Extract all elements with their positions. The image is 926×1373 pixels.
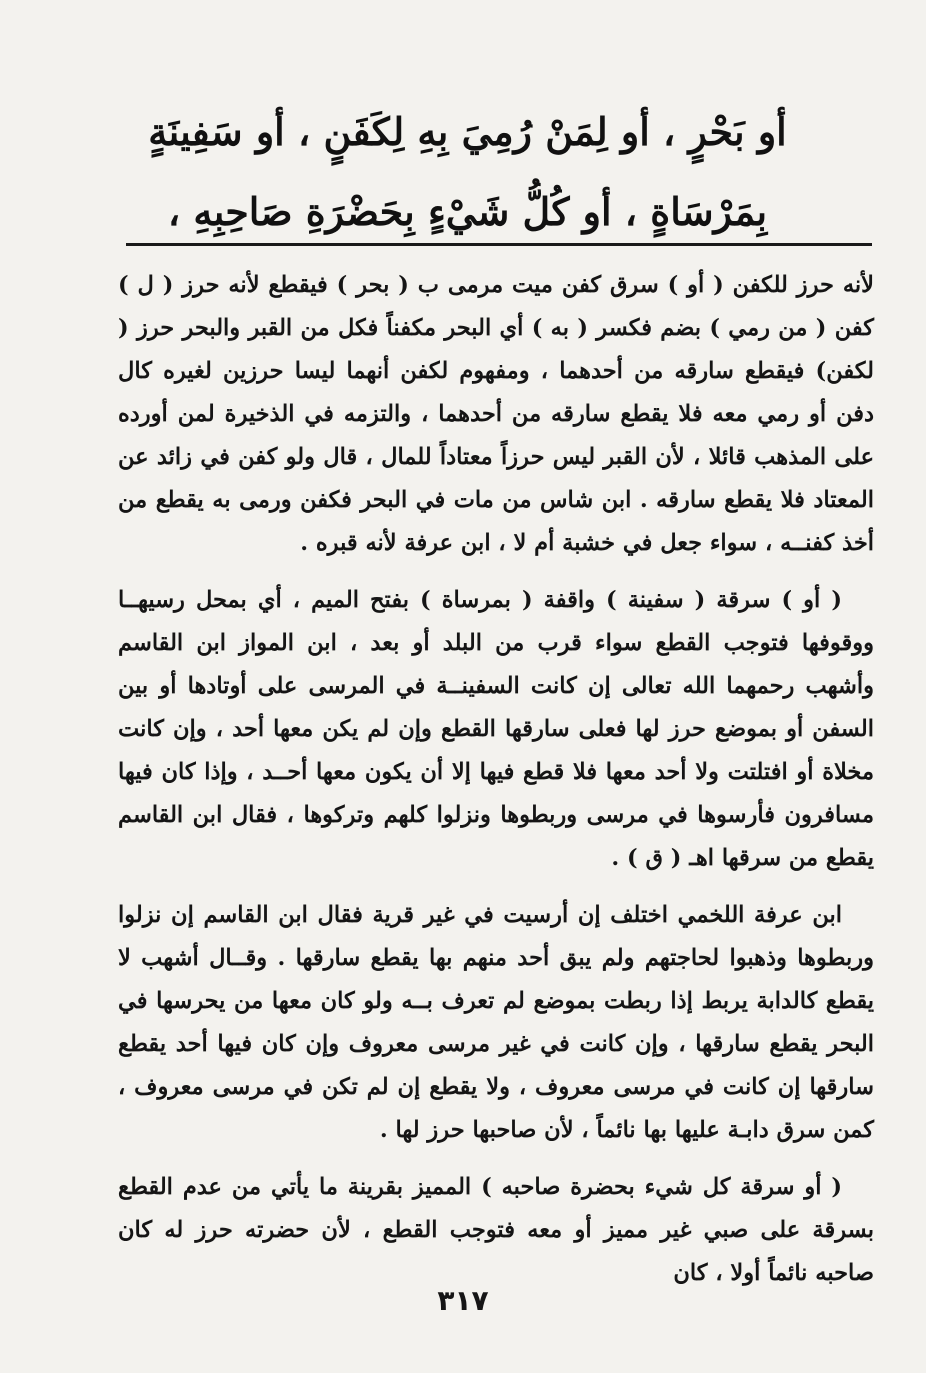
commentary-body [118, 264, 874, 1295]
page-number: ٣١٧ [437, 1284, 489, 1317]
matn-verse: أو بَحْرٍ ، أو لِمَنْ رُمِيَ بِهِ لِكَفَنٍ ، أو سَفِينَةٍ بِمَرْسَاةٍ ، أو كُلُّ شَيْءٍ بِحَضْرَةِ صَاحِبِهِ ، [148, 109, 787, 234]
commentary-paragraph-4: ( أو سرقة كل شيء بحضرة صاحبه ) المميز بقرينة ما يأتي من عدم القطع بسرقة على صبي غير مميز أو معه فتوجب القطع ، لأن حضرته حرز له كان صاحبه نائماً أولا ، كان [118, 1174, 874, 1286]
commentary-paragraph-1: لأنه حرز للكفن ( أو ) سرق كفن ميت مرمى ب ( بحر ) فيقطع لأنه حرز ( ل ) كفن ( من رمي ) بضم فكسر ( به ) أي البحر مكفناً فكل من القبر والبحر حرز ( لكفن) فيقطع سارقه من أحدهما ، ومفهوم لكفن أنهما ليسا حرزين لغيره كال دفن أو رمي معه فلا يقطع سارقه من أحدهما ، والتزمه في الذخيرة لمن أورده على المذهب قائلا ، لأن القبر ليس حرزاً معتاداً للمال ، قال ولو كفن في زائد عن المعتاد فلا يقطع سارقه . ابن شاس من مات في البحر فكفن ورمى به يقطع من أخذ كفنــه ، سواء جعل في خشبة أم لا ، ابن عرفة لأنه قبره . [118, 272, 874, 556]
commentary-paragraph-3: ابن عرفة اللخمي اختلف إن أرسيت في غير قرية فقال ابن القاسم إن نزلوا وربطوها وذهبوا لحاجتهم ولم يبق أحد منهم بها يقطع سارقها . وقــال أشهب لا يقطع كالدابة يربط إذا ربطت بموضع لم تعرف بــه ولو كان معها من يحرسها في البحر يقطع سارقها ، وإن كانت في غير مرسى معروف وإن كان فيها أحد يقطع سارقها إن كانت في مرسى معروف ، ولا يقطع إن لم تكن في مرسى معروف ، كمن سرق دابـة عليها بها نائماً ، لأن صاحبها حرز لها . [118, 902, 874, 1143]
separator-rule [126, 243, 872, 246]
commentary-paragraph-2: ( أو ) سرقة ( سفينة ) واقفة ( بمرساة ) بفتح الميم ، أي بمحل رسيهــا ووقوفها فتوجب القطع سواء قرب من البلد أو بعد ، ابن المواز ابن القاسم وأشهب رحمهما الله تعالى إن كانت السفينــة في المرسى على أوتادها أو بين السفن أو بموضع حرز لها فعلى سارقها القطع وإن لم يكن معها أحد ، وإن كانت مخلاة أو افتلتت ولا أحد معها فلا قطع فيها إلا أن يكون معها أحــد ، وإذا كان فيها مسافرون فأرسوها في مرسى وربطوها ونزلوا كلهم وتركوها ، فقال ابن القاسم يقطع من سرقها اهـ ( ق ) . [118, 587, 874, 871]
